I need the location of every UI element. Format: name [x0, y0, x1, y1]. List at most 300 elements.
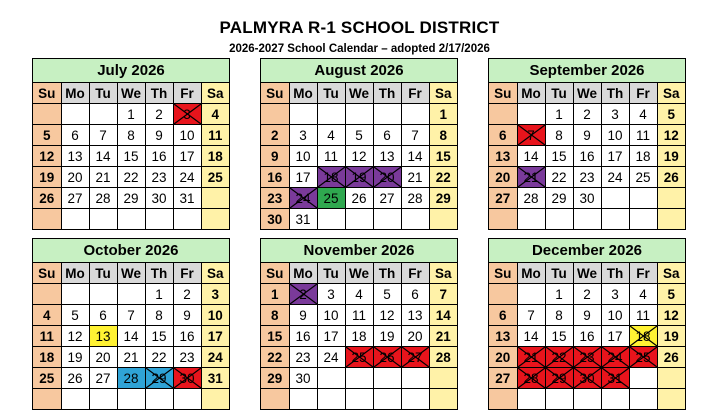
- day-cell: [373, 188, 401, 209]
- month-grid: [489, 83, 685, 229]
- day-cell: [517, 125, 545, 146]
- week-row: [489, 368, 685, 389]
- day-cell: [401, 347, 429, 368]
- day-number: 30: [151, 190, 167, 206]
- day-cell: [317, 326, 345, 347]
- day-cell: [517, 368, 545, 389]
- month-title: November 2026: [261, 239, 457, 263]
- day-cell: [545, 305, 573, 326]
- weekday-header: Mo: [517, 83, 545, 104]
- day-number: 27: [379, 190, 395, 206]
- weekday-header: Su: [489, 263, 517, 284]
- day-number: 19: [39, 169, 55, 185]
- empty-cell: [657, 389, 685, 410]
- week-row: [261, 188, 457, 209]
- day-number: 20: [67, 169, 83, 185]
- day-cell: [173, 146, 201, 167]
- day-cell: [573, 326, 601, 347]
- day-number: 22: [151, 349, 167, 365]
- day-cell: [429, 146, 457, 167]
- day-cell: [117, 347, 145, 368]
- day-number: 28: [435, 349, 451, 365]
- day-number: 24: [607, 169, 623, 185]
- day-cell: [173, 284, 201, 305]
- week-row: [33, 389, 229, 410]
- day-cell: [629, 347, 657, 368]
- day-cell: [373, 347, 401, 368]
- empty-cell: [145, 389, 173, 410]
- day-number: 24: [607, 349, 623, 365]
- day-number: 17: [295, 169, 311, 185]
- empty-cell: [657, 209, 685, 230]
- day-number: 20: [379, 169, 395, 185]
- day-number: 6: [411, 286, 419, 302]
- day-cell: [261, 146, 289, 167]
- day-cell: [201, 368, 229, 389]
- weekday-header: We: [345, 83, 373, 104]
- empty-cell: [429, 209, 457, 230]
- day-number: 10: [323, 307, 339, 323]
- day-number: 20: [495, 169, 511, 185]
- day-cell: [401, 188, 429, 209]
- day-cell: [317, 347, 345, 368]
- day-number: 29: [435, 190, 451, 206]
- day-number: 8: [155, 307, 163, 323]
- weekday-header: We: [573, 83, 601, 104]
- day-number: 21: [523, 349, 539, 365]
- day-number: 18: [323, 169, 339, 185]
- day-cell: [89, 305, 117, 326]
- day-number: 22: [123, 169, 139, 185]
- day-number: 18: [207, 148, 223, 164]
- day-cell: [601, 347, 629, 368]
- day-number: 5: [383, 286, 391, 302]
- day-cell: [289, 326, 317, 347]
- week-row: [489, 389, 685, 410]
- empty-cell: [545, 209, 573, 230]
- weekday-header: Su: [261, 263, 289, 284]
- day-number: 28: [523, 190, 539, 206]
- weekday-header: We: [117, 263, 145, 284]
- day-cell: [429, 104, 457, 125]
- day-cell: [317, 167, 345, 188]
- day-number: 30: [579, 190, 595, 206]
- day-cell: [201, 104, 229, 125]
- day-number: 3: [327, 286, 335, 302]
- day-cell: [33, 167, 61, 188]
- day-cell: [201, 305, 229, 326]
- day-cell: [61, 326, 89, 347]
- day-cell: [317, 305, 345, 326]
- day-number: 23: [267, 190, 283, 206]
- day-number: 3: [299, 127, 307, 143]
- day-number: 11: [323, 148, 338, 164]
- weekday-header: Sa: [429, 263, 457, 284]
- weekday-header: Fr: [173, 83, 201, 104]
- day-cell: [573, 167, 601, 188]
- day-cell: [489, 326, 517, 347]
- day-cell: [601, 284, 629, 305]
- empty-cell: [601, 209, 629, 230]
- day-number: 26: [663, 349, 679, 365]
- day-cell: [145, 104, 173, 125]
- day-number: 11: [351, 307, 366, 323]
- day-cell: [373, 146, 401, 167]
- month-grid: [33, 83, 229, 229]
- day-number: 29: [267, 370, 283, 386]
- week-row: [261, 326, 457, 347]
- day-number: 14: [435, 307, 451, 323]
- day-cell: [89, 167, 117, 188]
- day-cell: [629, 146, 657, 167]
- week-row: [33, 104, 229, 125]
- day-number: 31: [207, 370, 223, 386]
- weekday-header: Su: [261, 83, 289, 104]
- day-cell: [261, 188, 289, 209]
- empty-cell: [61, 284, 89, 305]
- day-cell: [145, 368, 173, 389]
- day-cell: [145, 284, 173, 305]
- day-cell: [373, 167, 401, 188]
- day-cell: [517, 146, 545, 167]
- weekday-header: Fr: [629, 83, 657, 104]
- day-number: 11: [635, 307, 650, 323]
- day-cell: [289, 125, 317, 146]
- day-number: 21: [123, 349, 139, 365]
- empty-cell: [89, 209, 117, 230]
- day-number: 24: [207, 349, 223, 365]
- day-number: 6: [498, 127, 507, 143]
- day-number: 19: [67, 349, 83, 365]
- empty-cell: [173, 389, 201, 410]
- month-december: [488, 238, 686, 410]
- day-number: 9: [583, 127, 591, 143]
- day-cell: [261, 305, 289, 326]
- week-row: [261, 125, 457, 146]
- week-row: [33, 284, 229, 305]
- day-cell: [601, 146, 629, 167]
- empty-cell: [629, 389, 657, 410]
- day-number: 23: [295, 349, 311, 365]
- empty-cell: [61, 389, 89, 410]
- day-cell: [629, 125, 657, 146]
- weekday-header: Mo: [61, 83, 89, 104]
- month-september: [488, 58, 686, 230]
- empty-cell: [401, 389, 429, 410]
- day-cell: [489, 146, 517, 167]
- empty-cell: [373, 209, 401, 230]
- weekday-header: Mo: [289, 263, 317, 284]
- day-number: 25: [323, 190, 339, 206]
- month-november: [260, 238, 458, 410]
- day-cell: [201, 284, 229, 305]
- weekday-header: Th: [145, 83, 173, 104]
- weekday-header: Sa: [201, 83, 229, 104]
- weekday-header: Mo: [289, 83, 317, 104]
- day-number: 22: [551, 169, 567, 185]
- day-cell: [545, 125, 573, 146]
- day-cell: [261, 167, 289, 188]
- day-number: 28: [407, 190, 423, 206]
- day-number: 14: [523, 148, 539, 164]
- day-cell: [317, 146, 345, 167]
- day-number: 22: [435, 169, 451, 185]
- day-cell: [89, 146, 117, 167]
- day-number: 25: [635, 169, 651, 185]
- day-cell: [489, 167, 517, 188]
- day-number: 13: [407, 307, 423, 323]
- day-number: 24: [295, 190, 311, 206]
- week-row: [489, 146, 685, 167]
- day-number: 30: [179, 370, 195, 386]
- empty-cell: [517, 389, 545, 410]
- weekday-header: Tu: [545, 83, 573, 104]
- day-number: 6: [71, 127, 79, 143]
- day-cell: [629, 167, 657, 188]
- day-number: 23: [579, 349, 595, 365]
- day-cell: [145, 305, 173, 326]
- day-number: 5: [71, 307, 79, 323]
- day-number: 29: [551, 190, 567, 206]
- day-cell: [173, 347, 201, 368]
- day-number: 11: [208, 127, 223, 143]
- empty-cell: [629, 368, 657, 389]
- empty-cell: [345, 389, 373, 410]
- day-number: 18: [635, 148, 651, 164]
- empty-cell: [573, 389, 601, 410]
- month-grid: [33, 263, 229, 409]
- day-number: 15: [551, 148, 567, 164]
- day-number: 27: [67, 190, 83, 206]
- day-cell: [33, 188, 61, 209]
- day-cell: [145, 347, 173, 368]
- day-number: 25: [207, 169, 223, 185]
- day-number: 30: [579, 370, 595, 386]
- day-number: 8: [555, 307, 563, 323]
- day-cell: [489, 347, 517, 368]
- day-number: 10: [607, 307, 623, 323]
- day-number: 19: [379, 328, 395, 344]
- day-cell: [173, 368, 201, 389]
- day-cell: [429, 125, 457, 146]
- day-cell: [289, 284, 317, 305]
- day-number: 30: [267, 211, 283, 227]
- day-cell: [173, 125, 201, 146]
- day-number: 10: [607, 127, 623, 143]
- day-number: 7: [527, 127, 535, 143]
- week-row: [261, 167, 457, 188]
- day-number: 23: [151, 169, 167, 185]
- day-number: 2: [583, 286, 591, 302]
- day-number: 14: [407, 148, 423, 164]
- day-number: 8: [439, 127, 447, 143]
- day-number: 16: [579, 328, 595, 344]
- weekday-header: We: [345, 263, 373, 284]
- week-row: [261, 368, 457, 389]
- day-cell: [401, 305, 429, 326]
- empty-cell: [33, 389, 61, 410]
- day-number: 15: [551, 328, 567, 344]
- empty-cell: [201, 188, 229, 209]
- empty-cell: [401, 368, 429, 389]
- empty-cell: [429, 368, 457, 389]
- day-cell: [657, 347, 685, 368]
- day-cell: [201, 326, 229, 347]
- day-number: 3: [183, 106, 191, 122]
- day-cell: [289, 167, 317, 188]
- day-cell: [117, 368, 145, 389]
- week-row: [33, 305, 229, 326]
- empty-cell: [489, 209, 517, 230]
- empty-cell: [289, 389, 317, 410]
- weekday-header: Tu: [89, 83, 117, 104]
- empty-cell: [289, 104, 317, 125]
- day-number: 6: [498, 307, 507, 323]
- empty-cell: [573, 209, 601, 230]
- empty-cell: [173, 209, 201, 230]
- day-number: 9: [155, 127, 163, 143]
- day-cell: [657, 326, 685, 347]
- day-number: 8: [555, 127, 563, 143]
- month-grid: [261, 83, 457, 229]
- week-row: [489, 125, 685, 146]
- day-cell: [601, 125, 629, 146]
- day-cell: [173, 167, 201, 188]
- day-number: 17: [207, 328, 223, 344]
- day-cell: [517, 305, 545, 326]
- day-cell: [345, 347, 373, 368]
- day-cell: [345, 305, 373, 326]
- day-cell: [289, 347, 317, 368]
- weekday-header: Th: [601, 263, 629, 284]
- month-grid: [261, 263, 457, 409]
- empty-cell: [345, 368, 373, 389]
- day-number: 19: [351, 169, 367, 185]
- weekday-header: Fr: [173, 263, 201, 284]
- day-cell: [545, 368, 573, 389]
- day-number: 13: [67, 148, 83, 164]
- day-cell: [61, 146, 89, 167]
- day-cell: [345, 188, 373, 209]
- day-number: 6: [99, 307, 107, 323]
- day-cell: [201, 125, 229, 146]
- day-number: 9: [583, 307, 591, 323]
- weekday-header: Mo: [517, 263, 545, 284]
- empty-cell: [89, 104, 117, 125]
- day-cell: [629, 284, 657, 305]
- day-cell: [61, 125, 89, 146]
- month-august: [260, 58, 458, 230]
- day-number: 31: [179, 190, 195, 206]
- day-number: 15: [435, 148, 451, 164]
- month-title: October 2026: [33, 239, 229, 263]
- day-number: 1: [555, 286, 563, 302]
- day-number: 30: [295, 370, 311, 386]
- empty-cell: [345, 209, 373, 230]
- day-cell: [289, 209, 317, 230]
- day-cell: [261, 368, 289, 389]
- day-number: 14: [95, 148, 111, 164]
- day-number: 25: [635, 349, 651, 365]
- day-number: 2: [270, 127, 279, 143]
- day-number: 21: [523, 169, 539, 185]
- day-number: 10: [295, 148, 311, 164]
- week-row: [261, 305, 457, 326]
- week-row: [489, 188, 685, 209]
- weekday-header: Sa: [201, 263, 229, 284]
- day-number: 27: [495, 370, 511, 386]
- day-cell: [601, 167, 629, 188]
- day-number: 13: [495, 328, 511, 344]
- day-number: 19: [663, 148, 679, 164]
- day-cell: [33, 326, 61, 347]
- empty-cell: [317, 209, 345, 230]
- day-number: 29: [551, 370, 567, 386]
- day-cell: [545, 347, 573, 368]
- day-number: 17: [179, 148, 195, 164]
- day-number: 28: [523, 370, 539, 386]
- weekday-header: Tu: [545, 263, 573, 284]
- day-cell: [317, 125, 345, 146]
- weekday-header: Sa: [657, 263, 685, 284]
- weekday-header: Sa: [657, 83, 685, 104]
- week-row: [489, 104, 685, 125]
- month-title: August 2026: [261, 59, 457, 83]
- day-cell: [61, 167, 89, 188]
- week-row: [261, 284, 457, 305]
- day-number: 5: [42, 127, 51, 143]
- day-cell: [657, 167, 685, 188]
- empty-cell: [261, 389, 289, 410]
- day-cell: [629, 104, 657, 125]
- week-row: [489, 167, 685, 188]
- empty-cell: [401, 209, 429, 230]
- weekday-header: Th: [373, 263, 401, 284]
- day-number: 25: [351, 349, 367, 365]
- day-number: 2: [299, 286, 307, 302]
- day-cell: [145, 167, 173, 188]
- day-number: 23: [179, 349, 195, 365]
- day-number: 17: [323, 328, 339, 344]
- day-number: 16: [579, 148, 595, 164]
- day-number: 1: [555, 106, 563, 122]
- day-number: 9: [183, 307, 191, 323]
- day-cell: [33, 368, 61, 389]
- day-number: 1: [270, 286, 279, 302]
- day-cell: [117, 125, 145, 146]
- day-number: 10: [207, 307, 223, 323]
- day-cell: [573, 305, 601, 326]
- day-cell: [201, 167, 229, 188]
- day-cell: [345, 284, 373, 305]
- week-row: [33, 188, 229, 209]
- week-row: [33, 167, 229, 188]
- day-cell: [173, 188, 201, 209]
- week-row: [489, 209, 685, 230]
- day-number: 21: [407, 169, 423, 185]
- day-cell: [33, 347, 61, 368]
- week-row: [489, 305, 685, 326]
- day-cell: [573, 146, 601, 167]
- day-cell: [657, 305, 685, 326]
- empty-cell: [373, 368, 401, 389]
- day-number: 1: [439, 106, 447, 122]
- week-row: [261, 209, 457, 230]
- empty-cell: [317, 104, 345, 125]
- day-cell: [429, 326, 457, 347]
- month-title: July 2026: [33, 59, 229, 83]
- day-cell: [573, 188, 601, 209]
